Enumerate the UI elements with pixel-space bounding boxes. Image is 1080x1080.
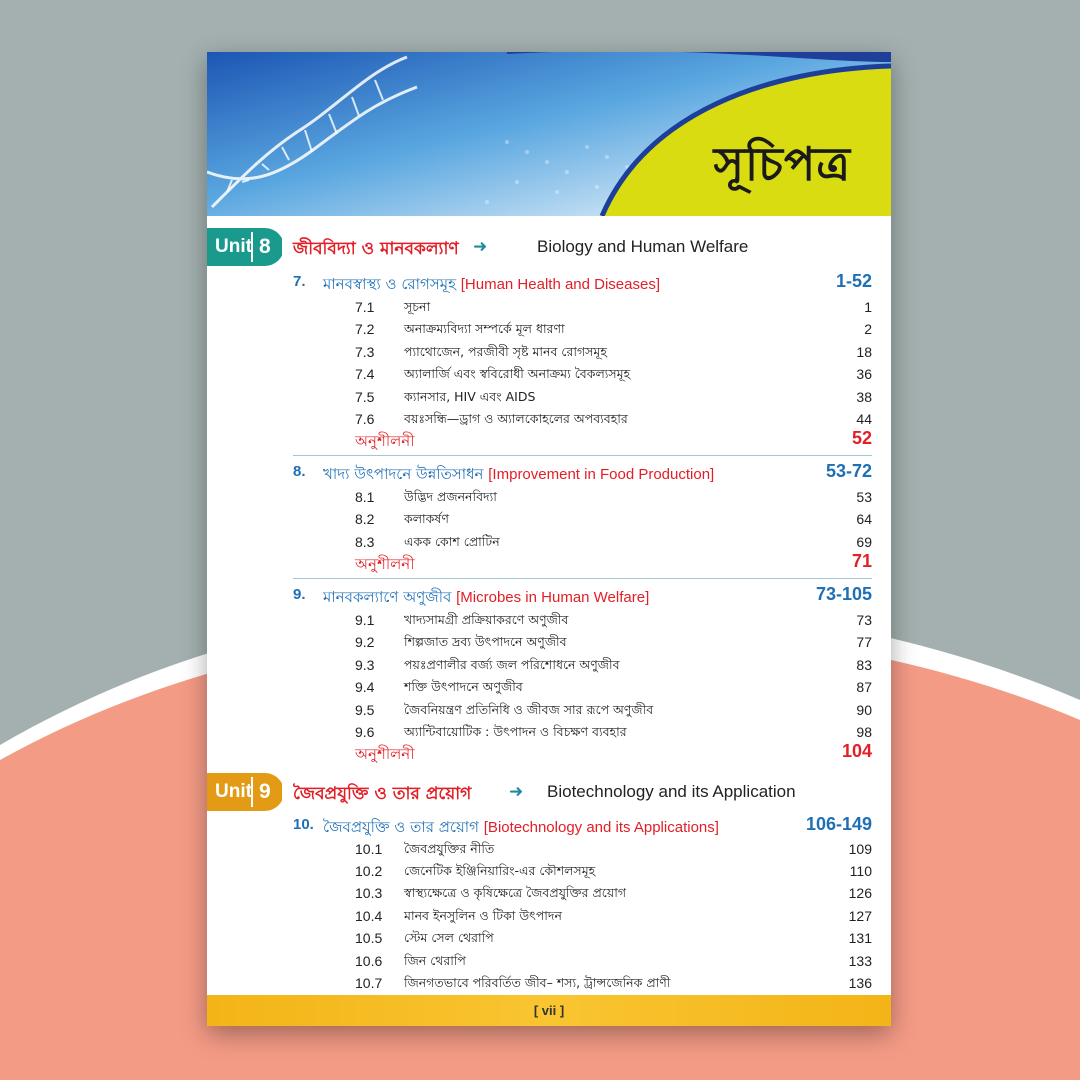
section-title: স্বাস্থ্যক্ষেত্রে ও কৃষিক্ষেত্রে জৈবপ্রযুক্তির প্রয়োগ [404,885,627,900]
page-number: [ vii ] [533,1003,565,1018]
section-title: বয়ঃসন্ধি—ড্রাগ ও অ্যালকোহলের অপব্যবহার [404,411,628,426]
section-number: 8.1 [355,489,375,505]
chapter-pages: 73-105 [815,584,872,604]
section-title: সূচনা [404,299,431,314]
section-number: 10.4 [355,908,383,924]
section-title: জিন থেরাপি [404,953,466,968]
section-page: 131 [848,930,872,946]
section-page: 2 [864,321,872,337]
section-title: প্যাথোজেন, পরজীবী সৃষ্ট মানব রোগসমূহ [404,344,607,359]
section-number: 7.3 [355,344,375,360]
section-number: 10.5 [355,930,383,946]
header-banner [207,52,891,216]
unit-title-bn: জীববিদ্যা ও মানবকল্যাণ [293,239,459,259]
section-row[interactable] [207,972,891,994]
chapter-number: 8. [293,463,306,480]
section-row[interactable] [207,721,891,743]
section-page: 44 [856,411,872,427]
section-title: অ্যালার্জি এবং স্ববিরোধী অনাক্রম্য বৈকল্যসমূহ [404,366,631,381]
exercise-label: অনুশীলনী [355,555,415,573]
section-page: 90 [856,702,872,718]
exercise-label: অনুশীলনী [355,745,415,763]
chapter-number: 10. [293,816,314,833]
section-page: 64 [856,511,872,527]
section-title: মানব ইনসুলিন ও টিকা উৎপাদন [404,908,562,923]
chapter-title: মানবস্বাস্থ্য ও রোগসমূহ [Human Health and Diseases] [323,275,661,293]
chapter-8[interactable] [207,461,891,485]
section-row[interactable] [207,318,891,340]
section-page: 87 [856,679,872,695]
chapter-10[interactable] [207,814,891,838]
arrow-right-icon: ➜ [473,237,488,256]
section-row[interactable] [207,296,891,318]
section-title: পয়ঃপ্রণালীর বর্জ্য জল পরিশোধনে অণুজীব [404,657,620,672]
unit-8-header [207,228,891,266]
exercise-row[interactable] [207,428,891,452]
section-title: অ্যান্টিবায়োটিক : উৎপাদন ও বিচক্ষণ ব্যবহার [404,724,627,739]
section-title: জেনেটিক ইঞ্জিনিয়ারিং-এর কৌশলসমূহ [404,863,596,878]
section-row[interactable] [207,882,891,904]
chapter-9[interactable] [207,584,891,608]
section-title: উদ্ভিদ প্রজননবিদ্যা [404,489,497,504]
unit-number: 9 [259,780,271,803]
section-page: 133 [848,953,872,969]
section-title: ক্যানসার, HIV এবং AIDS [404,389,536,404]
exercise-page: 104 [841,741,872,761]
section-page: 127 [848,908,872,924]
section-title: অনাক্রম্যবিদ্যা সম্পর্কে মূল ধারণা [404,321,565,336]
section-number: 7.2 [355,321,375,337]
section-row[interactable] [207,631,891,653]
section-page: 36 [856,366,872,382]
section-number: 9.4 [355,679,375,695]
section-row[interactable] [207,609,891,631]
section-title: জৈবপ্রযুক্তির নীতি [404,841,495,856]
section-page: 1 [864,299,872,315]
section-row[interactable] [207,508,891,530]
section-title: জিনগতভাবে পরিবর্তিত জীব– শস্য, ট্রান্সজেনিক প্রাণী [404,975,671,990]
exercise-label: অনুশীলনী [355,432,415,450]
section-row[interactable] [207,699,891,721]
section-page: 136 [848,975,872,991]
section-page: 18 [856,344,872,360]
exercise-page: 71 [851,551,872,571]
section-number: 10.3 [355,885,383,901]
unit-number: 8 [259,235,271,258]
unit-title-en: Biotechnology and its Application [547,782,796,801]
section-number: 9.5 [355,702,375,718]
section-number: 10.6 [355,953,383,969]
section-number: 9.3 [355,657,375,673]
exercise-row[interactable] [207,741,891,765]
toc-page [207,52,891,1026]
section-title: একক কোশ প্রোটিন [404,534,500,549]
section-row[interactable] [207,363,891,385]
section-page: 110 [849,863,872,879]
section-row[interactable] [207,654,891,676]
unit-9-header [207,773,891,811]
section-number: 8.3 [355,534,375,550]
section-row[interactable] [207,950,891,972]
section-number: 7.4 [355,366,375,382]
divider [293,578,872,579]
section-number: 7.5 [355,389,375,405]
section-page: 98 [856,724,872,740]
chapter-number: 9. [293,586,306,603]
section-page: 69 [856,534,872,550]
section-page: 83 [856,657,872,673]
arrow-right-icon: ➜ [509,782,524,801]
unit-title-bn: জৈবপ্রযুক্তি ও তার প্রয়োগ [293,784,472,804]
chapter-pages: 1-52 [835,271,872,291]
page-footer [207,995,891,1026]
section-row[interactable] [207,531,891,553]
exercise-row[interactable] [207,551,891,575]
section-title: কলাকর্ষণ [404,511,449,526]
chapter-title: খাদ্য উৎপাদনে উন্নতিসাধন [Improvement in Food Production] [323,465,715,483]
chapter-title: মানবকল্যাণে অণুজীব [Microbes in Human Welfare] [323,588,650,606]
section-title: জৈবনিয়ন্ত্রণ প্রতিনিধি ও জীবজ সার রূপে অণুজীব [404,702,654,717]
section-title: খাদ্যসামগ্রী প্রক্রিয়াকরণে অণুজীব [404,612,569,627]
section-number: 9.1 [355,612,375,628]
section-row[interactable] [207,860,891,882]
section-page: 126 [848,885,872,901]
chapter-title: জৈবপ্রযুক্তি ও তার প্রয়োগ [Biotechnology and its Applications] [323,818,719,836]
section-number: 9.2 [355,634,375,650]
section-page: 73 [856,612,872,628]
section-title: শিল্পজাত দ্রব্য উৎপাদনে অণুজীব [404,634,567,649]
divider [293,455,872,456]
section-row[interactable] [207,486,891,508]
section-number: 10.7 [355,975,383,991]
page-title: সূচিপত্র [713,137,851,191]
section-number: 8.2 [355,511,375,527]
section-row[interactable] [207,838,891,860]
section-row[interactable] [207,386,891,408]
section-number: 9.6 [355,724,375,740]
section-row[interactable] [207,408,891,430]
section-row[interactable] [207,341,891,363]
unit-label: Unit [215,781,252,802]
chapter-7[interactable] [207,271,891,295]
chapter-number: 7. [293,273,306,290]
unit-label: Unit [215,236,252,257]
section-row[interactable] [207,905,891,927]
section-page: 77 [856,634,872,650]
unit-title-en: Biology and Human Welfare [537,237,749,256]
section-title: শক্তি উৎপাদনে অণুজীব [404,679,523,694]
exercise-page: 52 [851,428,872,448]
section-row[interactable] [207,927,891,949]
section-number: 7.6 [355,411,375,427]
section-number: 10.2 [355,863,383,879]
section-page: 53 [856,489,872,505]
section-number: 10.1 [355,841,383,857]
section-number: 7.1 [355,299,375,315]
chapter-pages: 53-72 [825,461,872,481]
section-title: স্টেম সেল থেরাপি [404,930,494,945]
section-row[interactable] [207,676,891,698]
section-page: 109 [848,841,872,857]
section-page: 38 [856,389,872,405]
chapter-pages: 106-149 [805,814,872,834]
